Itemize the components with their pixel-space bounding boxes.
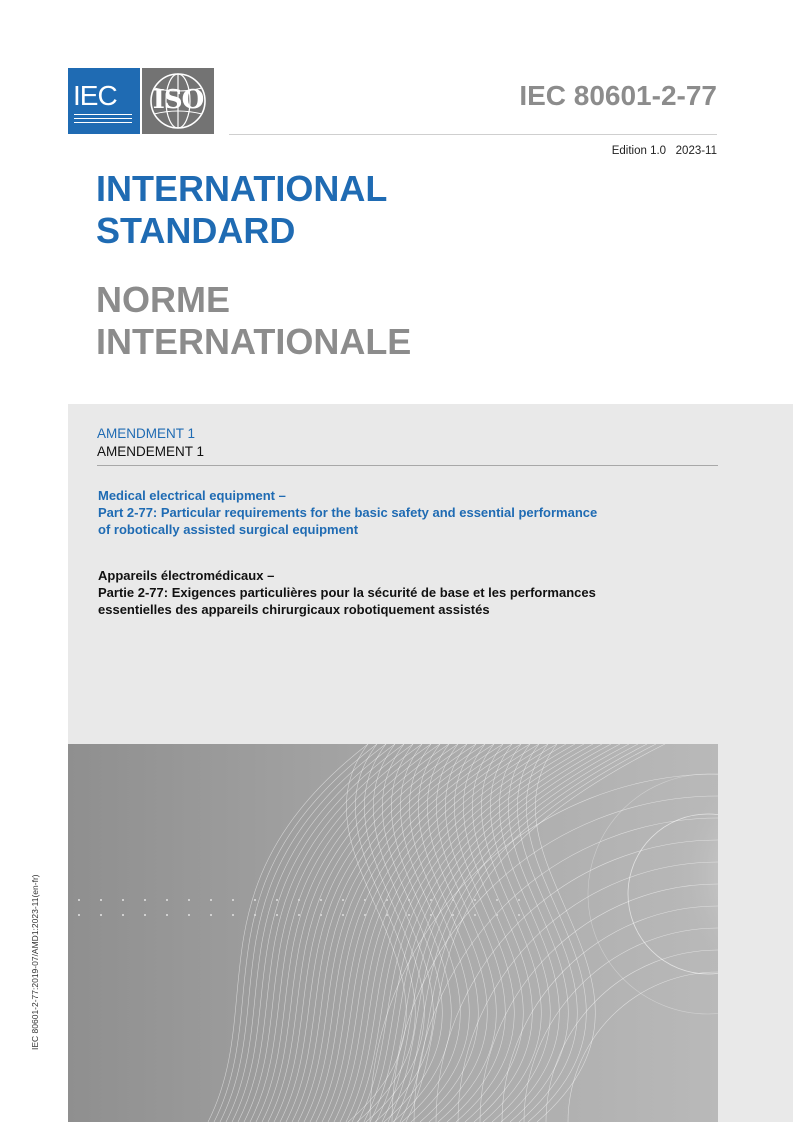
decorative-dot xyxy=(298,914,300,916)
side-reference: IEC 80601-2-77:2019-07/AMD1:2023-11(en-fr) xyxy=(30,874,40,1050)
decorative-dot xyxy=(320,914,322,916)
decorative-dot xyxy=(210,899,212,901)
decorative-dot xyxy=(210,914,212,916)
edition-info: Edition 1.0 2023-11 xyxy=(611,145,717,157)
amendment-divider xyxy=(97,465,718,466)
iec-logo xyxy=(68,68,140,134)
decorative-dot xyxy=(78,914,80,916)
description-french-line: Appareils électromédicaux – xyxy=(98,568,275,583)
iso-logo-text: ISO xyxy=(152,85,204,115)
decorative-dot xyxy=(452,914,454,916)
document-number: IEC 80601-2-77 xyxy=(519,80,717,111)
decorative-dot xyxy=(474,914,476,916)
decorative-dot xyxy=(364,899,366,901)
title-french-line: NORME xyxy=(96,279,230,320)
decorative-dot xyxy=(276,914,278,916)
amendment-english: AMENDMENT 1 xyxy=(97,426,196,441)
decorative-dot xyxy=(166,899,168,901)
decorative-dot xyxy=(518,914,520,916)
decorative-dot xyxy=(100,899,102,901)
cover-decorative-image xyxy=(68,744,718,1122)
decorative-dot xyxy=(254,914,256,916)
decorative-dot xyxy=(364,914,366,916)
decorative-dot xyxy=(122,914,124,916)
iec-logo-line xyxy=(74,122,132,123)
decorative-dot xyxy=(122,899,124,901)
decorative-dot xyxy=(144,899,146,901)
decorative-dot xyxy=(496,914,498,916)
decorative-dot xyxy=(298,899,300,901)
header-divider xyxy=(229,134,717,135)
decorative-dot xyxy=(408,914,410,916)
decorative-dot xyxy=(188,914,190,916)
decorative-dot xyxy=(188,899,190,901)
decorative-dot xyxy=(474,899,476,901)
iec-logo-line xyxy=(74,118,132,119)
title-french-line: INTERNATIONALE xyxy=(96,321,412,362)
decorative-dot xyxy=(386,914,388,916)
description-french-line: essentielles des appareils chirurgicaux robotiquement assistés xyxy=(98,602,490,617)
decorative-dot xyxy=(276,899,278,901)
decorative-dot xyxy=(430,914,432,916)
decorative-dot xyxy=(452,899,454,901)
description-english-line: of robotically assisted surgical equipment xyxy=(98,522,359,537)
description-french-line: Partie 2-77: Exigences particulières pour la sécurité de base et les performances xyxy=(98,585,596,600)
decorative-dot xyxy=(144,914,146,916)
decorative-dot xyxy=(342,899,344,901)
decorative-dot xyxy=(78,899,80,901)
description-english-line: Medical electrical equipment – xyxy=(98,488,286,503)
decorative-dot xyxy=(232,899,234,901)
iec-logo-line xyxy=(74,114,132,115)
decorative-dot xyxy=(254,899,256,901)
title-english-line: INTERNATIONAL xyxy=(96,168,388,209)
title-english xyxy=(96,168,387,252)
description-english-line: Part 2-77: Particular requirements for the basic safety and essential performance xyxy=(98,505,598,520)
description-english xyxy=(98,487,738,538)
decorative-dot xyxy=(496,899,498,901)
decorative-dot xyxy=(166,914,168,916)
decorative-dot xyxy=(100,914,102,916)
decorative-dot xyxy=(320,899,322,901)
iec-logo-text: IEC xyxy=(73,80,117,111)
decorative-dot xyxy=(430,899,432,901)
decorative-dot xyxy=(232,914,234,916)
amendment-french: AMENDEMENT 1 xyxy=(97,444,205,459)
abstract-swirl-graphic xyxy=(68,744,718,1122)
decorative-dot xyxy=(386,899,388,901)
decorative-dot xyxy=(408,899,410,901)
description-french xyxy=(98,567,738,618)
title-english-line: STANDARD xyxy=(96,210,296,251)
decorative-dot xyxy=(518,899,520,901)
iso-logo xyxy=(142,68,214,134)
decorative-dot xyxy=(342,914,344,916)
title-french xyxy=(96,279,411,363)
